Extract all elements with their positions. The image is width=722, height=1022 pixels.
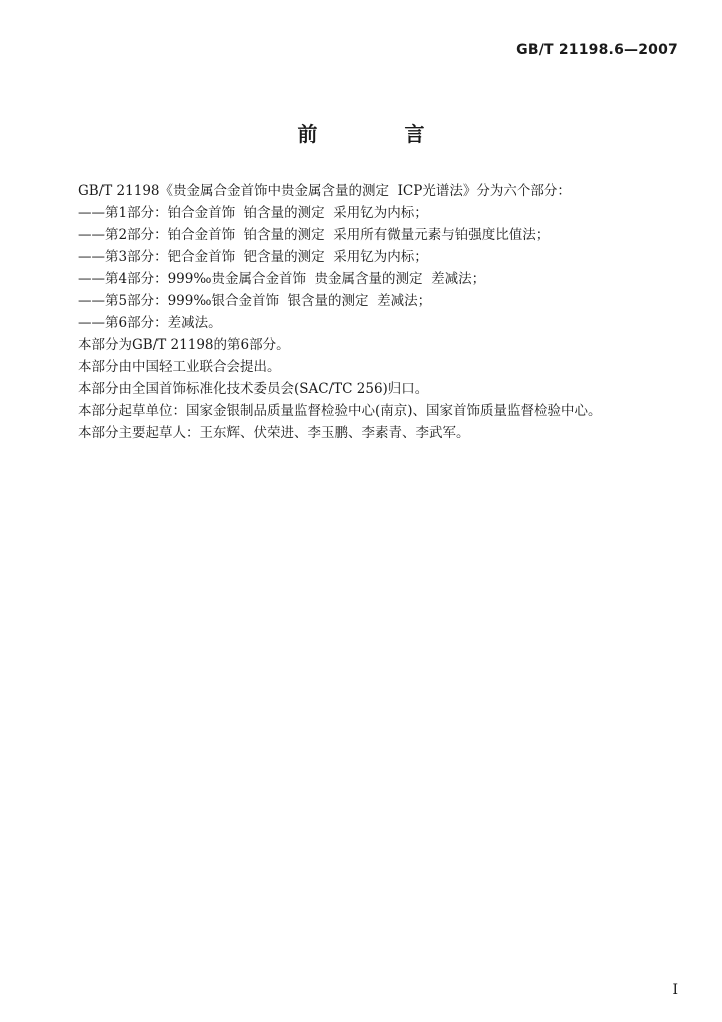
foreword-line: ——第1部分：铂合金首饰 铂含量的测定 采用钇为内标； [78, 205, 428, 221]
foreword-line: 本部分为GB/T 21198的第6部分。 [78, 337, 290, 353]
page-number: I [672, 982, 678, 998]
foreword-line: 本部分由全国首饰标准化技术委员会(SAC/TC 256)归口。 [78, 381, 429, 397]
foreword-line: 本部分主要起草人：王东辉、伏荣进、李玉鹏、李素青、李武军。 [78, 425, 470, 441]
foreword-line: ——第6部分：差减法。 [78, 315, 222, 331]
foreword-body [78, 180, 678, 444]
foreword-line: 本部分由中国轻工业联合会提出。 [78, 359, 281, 375]
foreword-line: ——第4部分：999‰贵金属合金首饰 贵金属含量的测定 差减法； [78, 271, 486, 287]
foreword-line: ——第5部分：999‰银合金首饰 银含量的测定 差减法； [78, 293, 432, 309]
foreword-line: ——第2部分：铂合金首饰 铂含量的测定 采用所有微量元素与铂强度比值法； [78, 227, 550, 243]
foreword-line: ——第3部分：钯合金首饰 钯含量的测定 采用钇为内标； [78, 249, 428, 265]
foreword-line: GB/T 21198《贵金属合金首饰中贵金属含量的测定 ICP光谱法》分为六个部分： [78, 183, 571, 199]
standard-number: GB/T 21198.6—2007 [516, 42, 678, 58]
page-title: 前 言 [297, 122, 465, 146]
foreword-line: 本部分起草单位：国家金银制品质量监督检验中心(南京)、国家首饰质量监督检验中心。 [78, 403, 602, 419]
